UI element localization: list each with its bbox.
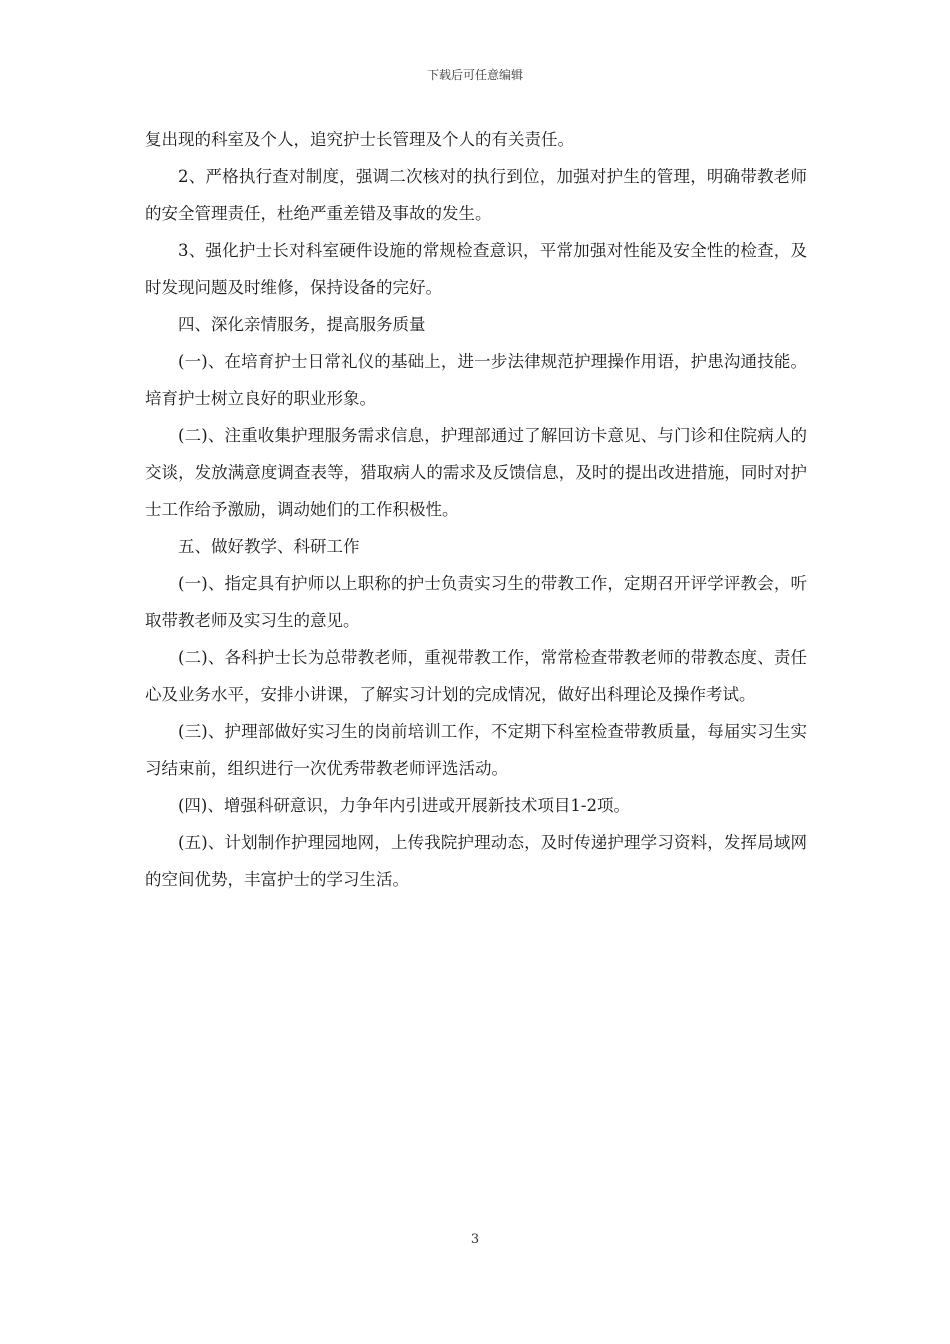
paragraph: 3、强化护士长对科室硬件设施的常规检查意识，平常加强对性能及安全性的检查，及时发现问题及时维修，保持设备的完好。 (145, 241, 807, 297)
paragraph: (五)、计划制作护理园地网，上传我院护理动态，及时传递护理学习资料，发挥局域网的空间优势，丰富护士的学习生活。 (145, 833, 807, 889)
paragraph: (四)、增强科研意识，力争年内引进或开展新技术项目1-2项。 (178, 796, 630, 815)
section-heading: 五、做好教学、科研工作 (178, 537, 360, 556)
document-body (145, 121, 807, 898)
paragraph: (一)、在培育护士日常礼仪的基础上，进一步法律规范护理操作用语，护患沟通技能。培育护士树立良好的职业形象。 (145, 352, 807, 408)
page-header: 下载后可任意编辑 (426, 68, 523, 82)
paragraph: 复出现的科室及个人，追究护士长管理及个人的有关责任。 (145, 130, 574, 149)
paragraph: (三)、护理部做好实习生的岗前培训工作，不定期下科室检查带教质量，每届实习生实习结束前，组织进行一次优秀带教老师评选活动。 (145, 722, 807, 778)
paragraph: (二)、各科护士长为总带教老师，重视带教工作，常常检查带教老师的带教态度、责任心及业务水平，安排小讲课，了解实习计划的完成情况，做好出科理论及操作考试。 (145, 648, 807, 704)
paragraph: (二)、注重收集护理服务需求信息，护理部通过了解回访卡意见、与门诊和住院病人的交谈，发放满意度调查表等，猎取病人的需求及反馈信息，及时的提出改进措施，同时对护士工作给予激励，调动她们的工作积极性。 (145, 426, 807, 519)
section-heading: 四、深化亲情服务，提高服务质量 (178, 315, 426, 334)
page-number: 3 (470, 1232, 480, 1247)
paragraph: 2、严格执行查对制度，强调二次核对的执行到位，加强对护生的管理，明确带教老师的安全管理责任，杜绝严重差错及事故的发生。 (145, 167, 807, 223)
paragraph: (一)、指定具有护师以上职称的护士负责实习生的带教工作，定期召开评学评教会，听取带教老师及实习生的意见。 (145, 574, 807, 630)
